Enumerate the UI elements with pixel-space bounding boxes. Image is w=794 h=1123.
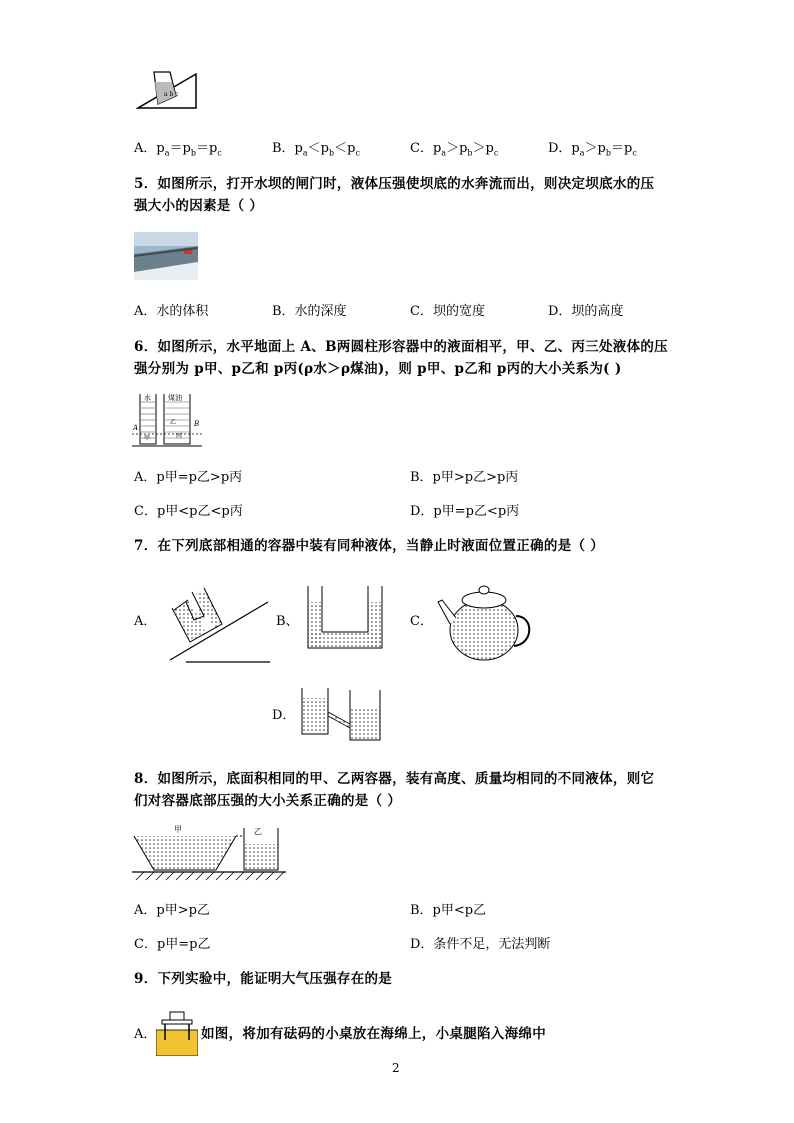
q7-label-c[interactable]: C． — [410, 614, 433, 629]
q5-dam-photo — [134, 232, 198, 280]
q5-option-d[interactable]: D．坝的高度 — [548, 304, 624, 319]
q4-figure — [136, 68, 198, 112]
q5-stem-line2: 强大小的因素是（ ） — [134, 198, 264, 214]
q7-stem: 7．在下列底部相通的容器中装有同种液体，当静止时液面位置正确的是（ ） — [134, 538, 605, 554]
q6-label-yi: 乙 — [170, 419, 177, 426]
q4-option-d[interactable]: D．$p_a>p_b=p_c$ — [548, 141, 637, 158]
q8-label-yi: 乙 — [254, 827, 262, 836]
svg-text:a b c: a b c — [164, 91, 179, 98]
q6-option-d[interactable]: D．p甲=p乙<p丙 — [410, 504, 520, 519]
q6-stem-line2: 强分别为 p甲、p乙和 p丙(ρ水＞ρ煤油)，则 p甲、p乙和 p丙的大小关系为( ) — [134, 361, 622, 377]
q9-option-a-text[interactable]: 如图，将加有砝码的小桌放在海绵上，小桌腿陷入海绵中 — [201, 1026, 546, 1042]
q8-stem-line2: 们对容器底部压强的大小关系正确的是（ ） — [134, 793, 402, 809]
q8-option-a[interactable]: A．p甲>p乙 — [134, 903, 210, 918]
q6-option-a[interactable]: A．p甲=p乙>p丙 — [134, 470, 243, 485]
q8-option-d[interactable]: D．条件不足，无法判断 — [410, 937, 551, 952]
q6-figure — [132, 390, 206, 448]
q8-option-b[interactable]: B．p甲<p乙 — [410, 903, 487, 918]
q6-label-jia: 甲 — [144, 435, 151, 442]
q9-sponge-table-image — [156, 1010, 198, 1056]
q6-stem-line1: 6．如图所示，水平地面上 A、B两圆柱形容器中的液面相平，甲、乙、丙三处液体的压 — [134, 339, 668, 355]
q6-option-c[interactable]: C．p甲<p乙<p丙 — [134, 504, 243, 519]
q5-option-b[interactable]: B．水的深度 — [272, 304, 347, 319]
q7-label-d[interactable]: D． — [272, 708, 296, 723]
q7-figure-a — [166, 580, 270, 664]
q7-figure-b — [306, 584, 386, 652]
q4-option-a[interactable]: A．$p_a=p_b=p_c$ — [134, 141, 222, 158]
q5-option-c[interactable]: C．坝的宽度 — [410, 304, 485, 319]
q5-stem-line1: 5．如图所示，打开水坝的闸门时，液体压强使坝底的水奔流而出，则决定坝底水的压 — [134, 176, 655, 192]
q6-label-kerosene: 煤油 — [168, 394, 182, 402]
q7-figure-d — [298, 684, 386, 744]
q6-option-b[interactable]: B．p甲>p乙>p丙 — [410, 470, 519, 485]
q6-label-a: A — [133, 424, 139, 432]
q7-label-b[interactable]: B、 — [276, 614, 299, 629]
q6-label-bing: 丙 — [176, 433, 183, 440]
q9-stem: 9．下列实验中，能证明大气压强存在的是 — [134, 971, 393, 987]
q4-option-b[interactable]: B．$p_a<p_b<p_c$ — [272, 141, 360, 158]
q7-label-a[interactable]: A． — [134, 614, 157, 629]
page-number: 2 — [392, 1061, 400, 1075]
q6-label-water: 水 — [144, 394, 151, 402]
q5-option-a[interactable]: A．水的体积 — [134, 304, 209, 319]
q8-stem-line1: 8．如图所示，底面积相同的甲、乙两容器，装有高度、质量均相同的不同液体，则它 — [134, 771, 655, 787]
q8-label-jia: 甲 — [174, 825, 182, 834]
q7-figure-c — [436, 580, 534, 666]
q8-option-c[interactable]: C．p甲=p乙 — [134, 937, 211, 952]
q6-label-b: B — [194, 420, 200, 428]
q8-figure — [132, 822, 286, 884]
q4-option-c[interactable]: C．$p_a>p_b>p_c$ — [410, 141, 499, 158]
q9-option-a-label[interactable]: A． — [134, 1027, 157, 1042]
